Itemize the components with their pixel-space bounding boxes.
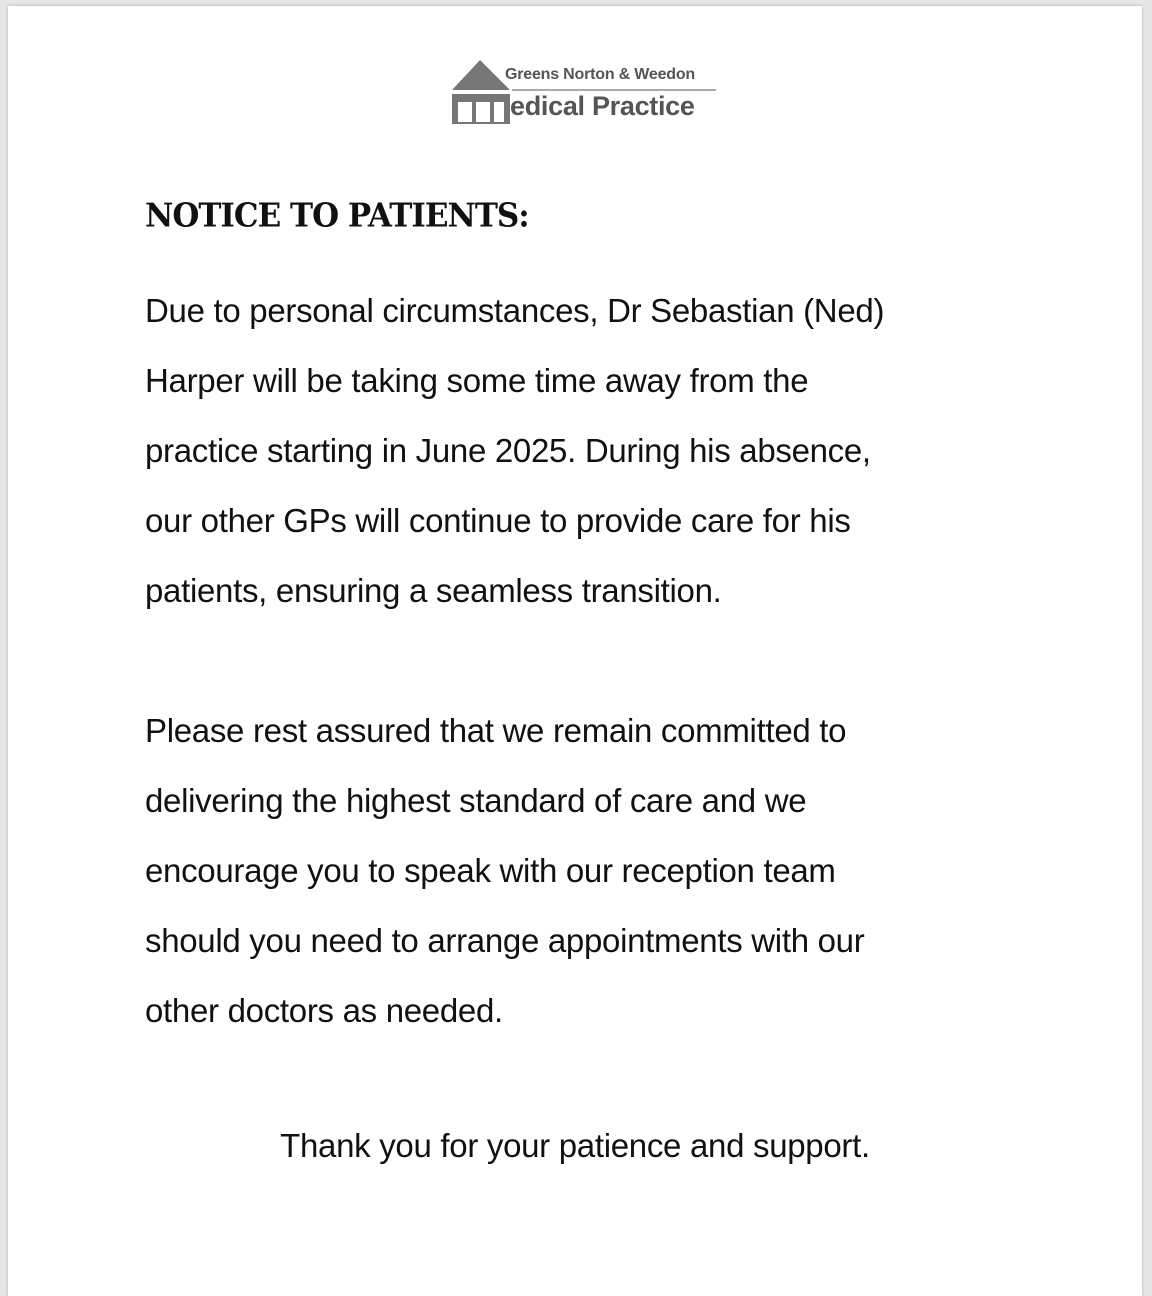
paragraph-absence	[145, 276, 884, 626]
logo-top-text: Greens Norton & Weedon	[505, 66, 695, 83]
paragraph-line: our other GPs will continue to provide care for his	[145, 502, 851, 539]
notice-heading: NOTICE TO PATIENTS:	[145, 197, 529, 235]
closing-line: Thank you for your patience and support.	[280, 1127, 870, 1164]
paragraph-line: patients, ensuring a seamless transition.	[145, 572, 722, 609]
paragraph-line: Please rest assured that we remain committed to	[145, 712, 847, 749]
paragraph-line: should you need to arrange appointments with our	[145, 922, 865, 959]
logo-bottom-text: edical Practice	[510, 91, 695, 121]
paragraph-line: Due to personal circumstances, Dr Sebastian (Ned)	[145, 292, 885, 329]
paragraph-line: practice starting in June 2025. During his absence,	[145, 432, 871, 469]
paragraph-line: Harper will be taking some time away from the	[145, 362, 809, 399]
paragraph-assurance	[145, 696, 864, 1046]
paragraph-line: other doctors as needed.	[145, 992, 503, 1029]
paragraph-line: encourage you to speak with our reception team	[145, 852, 836, 889]
practice-logo	[444, 54, 724, 126]
paragraph-line: delivering the highest standard of care and we	[145, 782, 807, 819]
notice-page	[8, 6, 1142, 1296]
